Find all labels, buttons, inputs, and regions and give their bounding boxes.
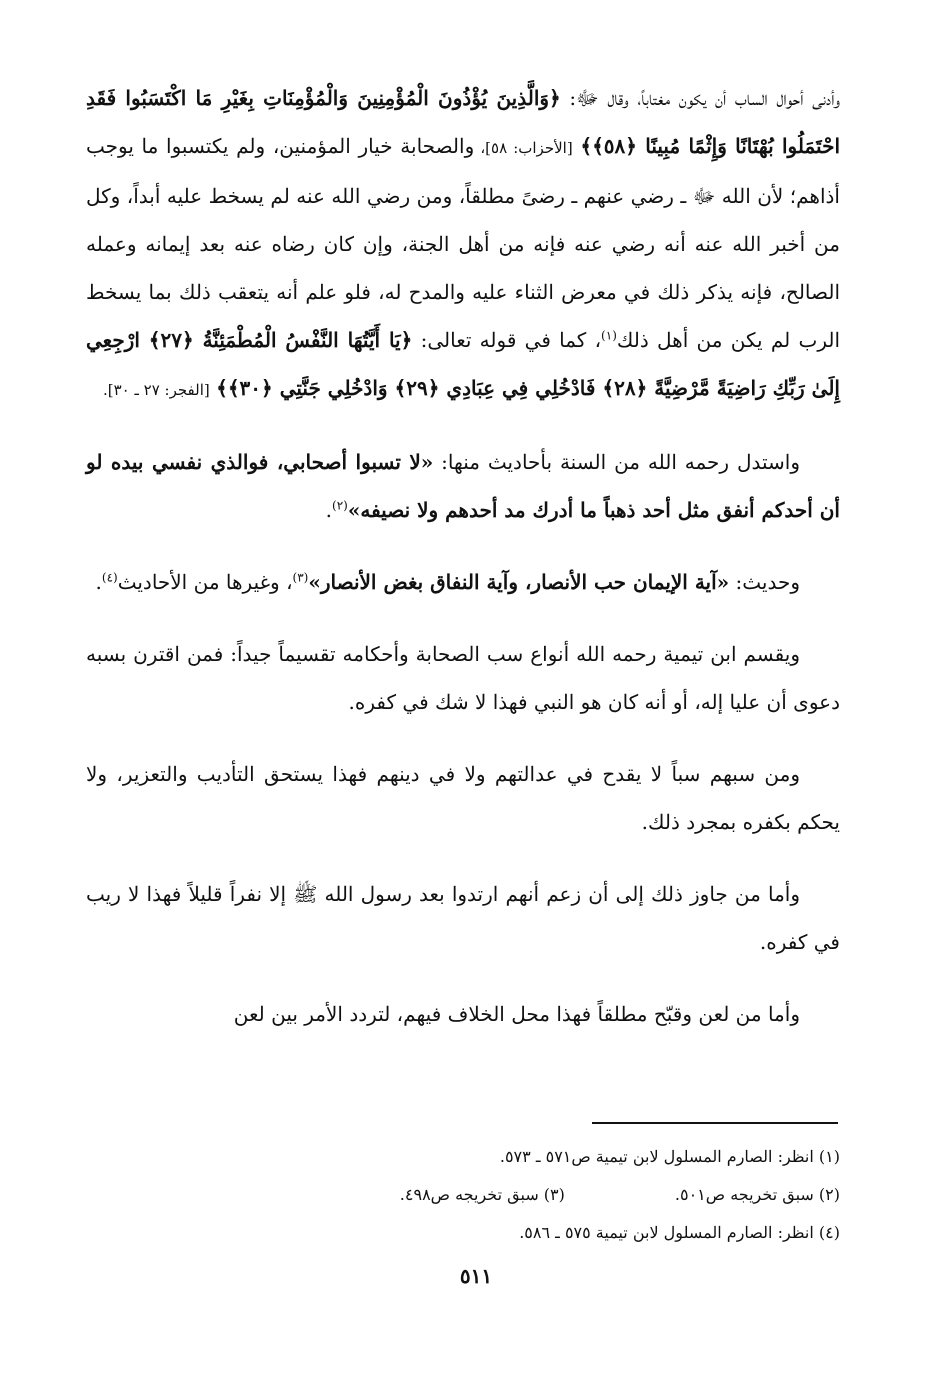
- footnote-1: (١) انظر: الصارم المسلول لابن تيمية ص٥٧١ ـ ٥٧٣.: [499, 1147, 840, 1166]
- main-text: [86, 74, 840, 1062]
- quran-verse-fajr: ﴿يَا أَيَّتُهَا النَّفْسُ الْمُطْمَئِنَّةُ ﴿٢٧﴾ ارْجِعِي إِلَىٰ رَبِّكِ رَاضِيَةً مَّرْضِيَّةً ﴿٢٨﴾ فَادْخُلِي فِي عِبَادِي ﴿٢٩﴾ وَادْخُلِي جَنَّتِي ﴿٣٠﴾﴾: [86, 328, 840, 400]
- footnote-divider: [592, 1122, 838, 1124]
- paragraph-6: وأما من جاوز ذلك إلى أن زعم أنهم ارتدوا بعد رسول الله ﷺ إلا نفراً قليلاً فهذا لا ريب في كفره.: [86, 882, 840, 954]
- hadith-quote-2: «آية الإيمان حب الأنصار، وآية النفاق بغض الأنصار»: [308, 570, 730, 594]
- paragraph-1: [86, 74, 840, 414]
- footnote-ref-1[interactable]: (١): [601, 328, 617, 343]
- p3-text-3: .: [95, 570, 102, 594]
- footnote-row-2-3: [120, 1176, 840, 1214]
- footnote-4: (٤) انظر: الصارم المسلول لابن تيمية ٥٧٥ ـ ٥٨٦.: [519, 1223, 840, 1242]
- paragraph-4: ويقسم ابن تيمية رحمه الله أنواع سب الصحابة وأحكامه تقسيماً جيداً: فمن اقترن بسبه دعوى أن عليا إله، أو أنه كان هو النبي فهذا لا شك في كفره.: [86, 642, 840, 714]
- paragraph-2: [86, 438, 840, 534]
- verse-citation-ahzab: [الأحزاب: ٥٨]،: [474, 139, 573, 157]
- footnote-ref-2[interactable]: (٢): [332, 498, 348, 513]
- footnote-2: (٢) سبق تخريجه ص٥٠١.: [674, 1185, 840, 1204]
- p3-text-2: ، وغيرها من الأحاديث: [117, 570, 293, 594]
- hadith-quote-1: «لا تسبوا أصحابي، فوالذي نفسي بيده لو أن أحدكم أنفق مثل أحد ذهباً ما أدرك مد أحدهم ولا نصيفه»: [86, 450, 840, 522]
- p1-text-3: ، كما في قوله تعالى:: [412, 328, 602, 352]
- p1-text-2: والصحابة خيار المؤمنين، ولم يكتسبوا ما يوجب أذاهم؛ لأن الله ﷻ ـ رضي عنهم ـ رضىً مطلقاً، ومن رضي الله عنه لم يسخط عليه أبداً، وكل من أخبر الله عنه أنه رضي عنه فإنه من أهل الجنة، وإن كان رضاه عنه بعد إيمانه وعمله الصالح، فإنه يذكر ذلك في معرض الثناء عليه والمدح له، فلو علم أنه يتعقب ذلك بما يسخط الرب لم يكن من أهل ذلك: [86, 134, 841, 352]
- footnote-ref-3[interactable]: (٣): [292, 570, 309, 585]
- p2-text-2: .: [325, 498, 333, 522]
- footnote-ref-4[interactable]: (٤): [101, 570, 118, 585]
- page-number: ٥١١: [459, 1264, 493, 1288]
- paragraph-3: [86, 558, 840, 606]
- p3-text-1: وحديث:: [729, 570, 800, 594]
- footnotes: [120, 1138, 840, 1252]
- paragraph-7: وأما من لعن وقبّح مطلقاً فهذا محل الخلاف فيهم، لتردد الأمر بين لعن: [233, 1002, 800, 1026]
- verse-citation-fajr: [الفجر: ٢٧ ـ ٣٠].: [102, 381, 210, 399]
- paragraph-5: ومن سبهم سباً لا يقدح في عدالتهم ولا في دينهم فهذا يستحق التأديب والتعزير، ولا يحكم بكفره بمجرد ذلك.: [86, 762, 840, 834]
- footnote-3: (٣) سبق تخريجه ص٤٩٨.: [399, 1185, 565, 1204]
- p1-text-1: وأدنى أحوال الساب أن يكون مغتاباً، وقال ﷻ:: [560, 86, 841, 110]
- quran-verse-ahzab: ﴿وَالَّذِينَ يُؤْذُونَ الْمُؤْمِنِينَ وَالْمُؤْمِنَاتِ بِغَيْرِ مَا اكْتَسَبُوا فَقَدِ احْتَمَلُوا بُهْتَانًا وَإِثْمًا مُبِينًا ﴿٥٨﴾﴾: [86, 86, 841, 158]
- p2-text-1: واستدل رحمه الله من السنة بأحاديث منها:: [433, 450, 800, 474]
